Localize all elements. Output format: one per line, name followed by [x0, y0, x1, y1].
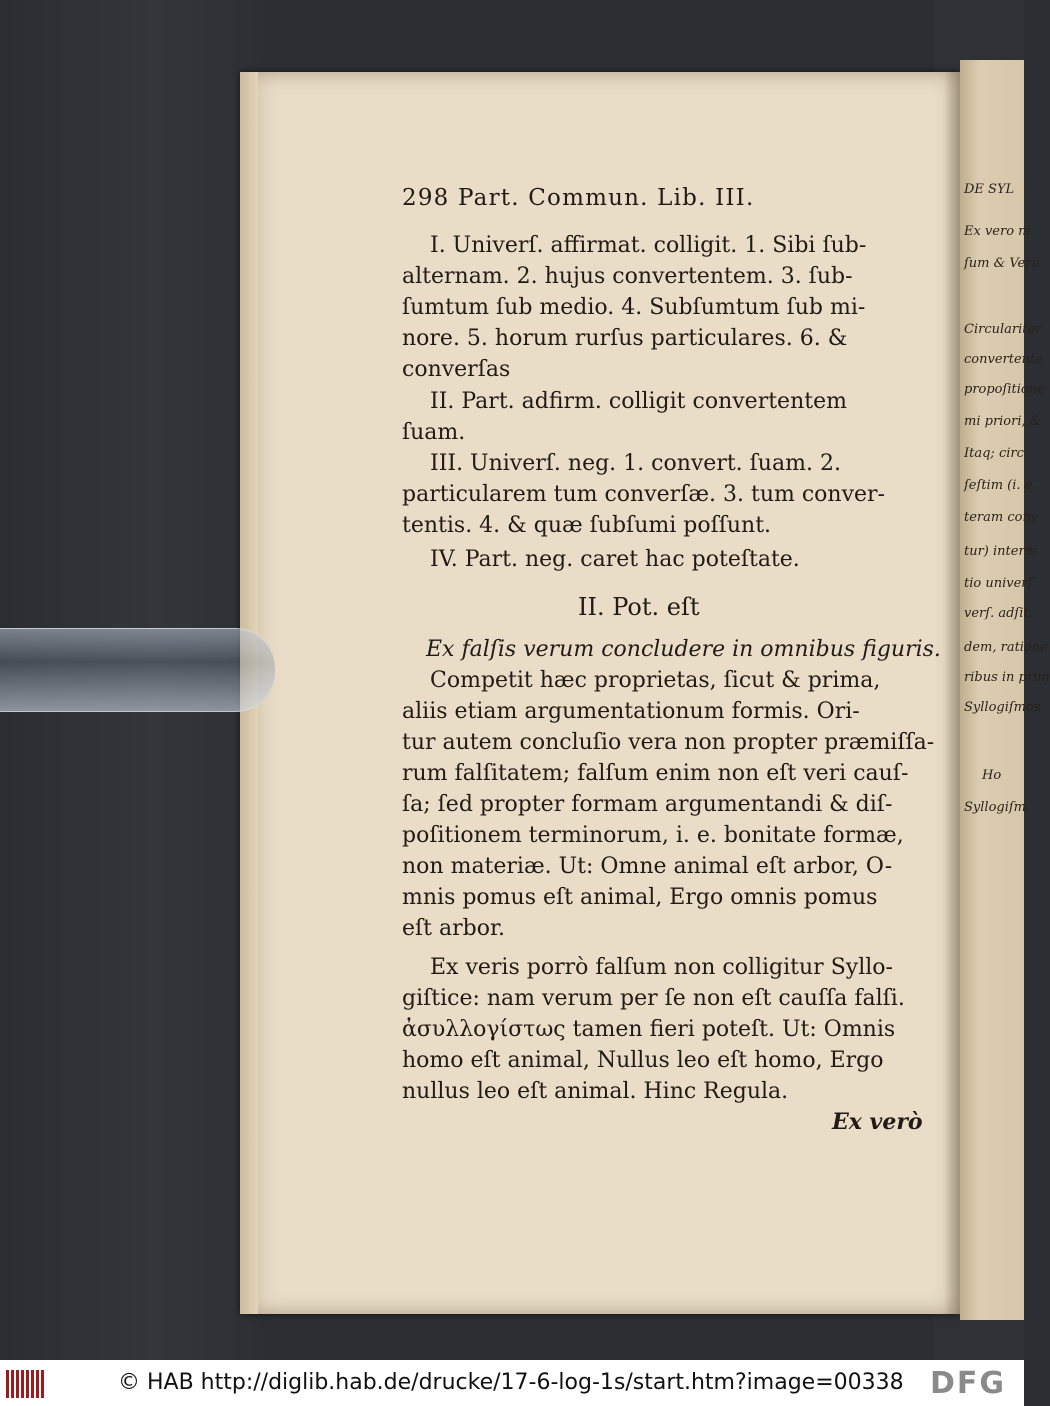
catchword: Ex verò [832, 1109, 923, 1135]
facing-page-line: ſeſtim (i. e. [964, 478, 1037, 493]
text-line: I. Univerſ. affirmat. colligit. 1. Sibi ſub- [430, 233, 867, 258]
text-line: rum falſitatem; falſum enim non eſt veri cauſ- [402, 761, 909, 786]
footer-bar [0, 1360, 1024, 1406]
text-line: giſtice: nam verum per ſe non eſt cauſſa falſi. [402, 986, 905, 1011]
text-line: homo eſt animal, Nullus leo eſt homo, Ergo [402, 1048, 884, 1073]
facing-page-line: dem, ratione [964, 640, 1048, 655]
text-line: nullus leo eſt animal. Hinc Regula. [402, 1079, 789, 1104]
text-line: ſuam. [402, 420, 466, 445]
text-line: particularem tum converſæ. 3. tum conver- [402, 482, 885, 507]
facing-page-line: Syllogiſm [964, 800, 1027, 815]
text-line: eſt arbor. [402, 916, 506, 941]
text-line: nore. 5. horum rurſus particulares. 6. & [402, 326, 848, 351]
facing-page-line: Ex vero ni [964, 224, 1031, 239]
facing-page-line: Circulariter [964, 322, 1042, 337]
facing-page-line: DE SYL [964, 182, 1015, 197]
text-line: II. Part. adfirm. colligit convertentem [430, 389, 847, 414]
facing-page-line: Itaq; circ [964, 446, 1024, 461]
text-line: aliis etiam argumentationum formis. Ori- [402, 699, 860, 724]
text-line: tur autem concluſio vera non propter præmiſſa- [402, 730, 935, 755]
text-line: tentis. 4. & quæ ſubſumi poſſunt. [402, 513, 772, 538]
text-line: ſa; ſed propter formam argumentandi & diſ- [402, 792, 893, 817]
facing-page-line: Ho [982, 768, 1002, 783]
footer-copyright-url[interactable]: © HAB http://diglib.hab.de/drucke/17-6-log-1s/start.htm?image=00338 [118, 1370, 904, 1395]
glass-weight-strap [0, 628, 275, 712]
facing-page-line: mi priori, & [964, 414, 1042, 429]
text-line: ἀσυλλογίστως tamen fieri poteſt. Ut: Omnis [402, 1017, 896, 1042]
running-header: 298 Part. Commun. Lib. III. [402, 185, 755, 211]
facing-page-line: verſ. adſit. [964, 606, 1033, 621]
facing-page-line: tio univerſ [964, 576, 1033, 591]
text-line: alternam. 2. hujus convertentem. 3. ſub- [402, 264, 853, 289]
dfg-logo: DFG [930, 1366, 1007, 1401]
hab-logo-icon [6, 1370, 46, 1398]
facing-page-line: Syllogiſmos [964, 700, 1041, 715]
facing-page-line: ribus in prim [964, 670, 1050, 685]
text-line: Ex falſis verum concludere in omnibus figuris. [426, 637, 941, 662]
text-line: IV. Part. neg. caret hac poteſtate. [430, 547, 800, 572]
facing-page-line: propoſitione [964, 382, 1045, 397]
text-line: mnis pomus eſt animal, Ergo omnis pomus [402, 885, 878, 910]
text-line: II. Pot. eſt [578, 593, 700, 621]
text-line: non materiæ. Ut: Omne animal eſt arbor, O- [402, 854, 893, 879]
facing-page-line: tur) interm [964, 544, 1038, 559]
text-line: converſas [402, 357, 511, 382]
facing-page-fragment [960, 60, 1050, 1320]
facing-page-line: convertente [964, 352, 1043, 367]
facing-page-line: teram conv [964, 510, 1039, 525]
facing-page-line: ſum & Veru [964, 256, 1040, 271]
text-line: III. Univerſ. neg. 1. convert. ſuam. 2. [430, 451, 841, 476]
text-line: Ex veris porrò falſum non colligitur Syllo- [430, 955, 893, 980]
text-line: poſitionem terminorum, i. e. bonitate formæ, [402, 823, 904, 848]
text-line: ſumtum ſub medio. 4. Subſumtum ſub mi- [402, 295, 866, 320]
text-line: Competit hæc proprietas, ſicut & prima, [430, 668, 881, 693]
